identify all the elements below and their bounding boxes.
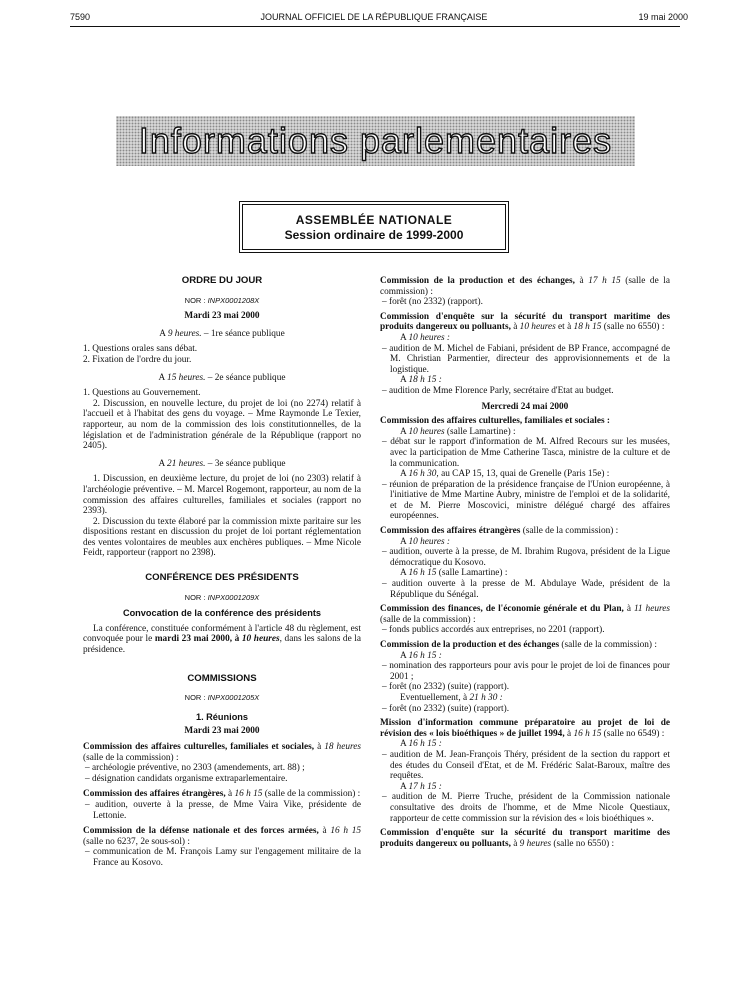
culture-slot-1: A 10 heures (salle Lamartine) : <box>400 426 516 437</box>
page-number: 7590 <box>70 12 91 22</box>
commission-defense-item-1: – communication de M. François Lamy sur l'engagement militaire de la France au Kosovo. <box>85 847 361 868</box>
enquete-item-1: – audition de M. Michel de Fabiani, président de BP France, accompagné de M. Christian Parmentier, directeur des approvisionnements et de la logistique. <box>382 343 670 375</box>
enquete-2-heading: Commission d'enquête sur la sécurité du transport maritime des produits dangereux ou polluants, à 9 heures (salle no 6550) : <box>380 828 670 849</box>
enquete-heading: Commission d'enquête sur la sécurité du transport maritime des produits dangereux ou polluants, à 10 heures et à 18 h 15 (salle no 6550) : <box>380 311 670 333</box>
date-mercredi: Mercredi 24 mai 2000 <box>481 401 569 412</box>
left-column <box>83 276 361 869</box>
seance-3-item-1: 1. Discussion, en deuxième lecture, du projet de loi (no 2303) relatif à l'archéologie préventive. – M. Marcel Rogemont, rapporteur, au nom de la commission des affaires culturelles, familiales et sociales (rapport no 2393). <box>83 474 361 517</box>
production-2-slot-1: A 16 h 15 : <box>400 650 442 661</box>
header-rule <box>70 26 680 27</box>
etrangeres-slot-2: A 16 h 15 (salle Lamartine) : <box>400 568 508 579</box>
commission-culture-item-2: – désignation candidats organisme extraparlementaire. <box>85 773 288 784</box>
culture-slot-2: A 16 h 30, au CAP 15, 13, quai de Grenelle (Paris 15e) : <box>400 469 610 480</box>
journal-title: JOURNAL OFFICIEL DE LA RÉPUBLIQUE FRANÇAISE <box>260 12 488 22</box>
bioethique-heading: Mission d'information commune préparatoire au projet de loi de révision des « lois bioéthiques » de juillet 1994, à 16 h 15 (salle no 6549) : <box>380 718 670 739</box>
reunions-date: Mardi 23 mai 2000 <box>184 726 260 737</box>
etrangeres-slot-1: A 10 heures : <box>400 536 451 547</box>
commission-culture-item-1: – archéologie préventive, no 2303 (amendements, art. 88) ; <box>85 763 305 774</box>
finances-item-1: – fonds publics accordés aux entreprises, no 2201 (rapport). <box>382 625 605 636</box>
commission-culture-heading: Commission des affaires culturelles, familiales et sociales, à 18 heures (salle de la commission) : <box>83 742 361 763</box>
seance-1-item-2: 2. Fixation de l'ordre du jour. <box>83 354 192 365</box>
bioethique-slot-2: A 17 h 15 : <box>400 781 442 792</box>
etrangeres-heading: Commission des affaires étrangères (salle de la commission) : <box>380 526 619 537</box>
commission-etrangeres-item-1: – audition, ouverte à la presse, de Mme Vaira Vike, présidente de Lettonie. <box>85 799 361 821</box>
production-heading: Commission de la production et des échanges, à 17 h 15 (salle de la commission) : <box>380 276 671 297</box>
conference-nor: NOR : INPX0001209X <box>184 592 260 602</box>
bioethique-item-2: – audition de M. Pierre Truche, président de la Commission nationale consultative des droits de l'homme, et de Mme Nicole Questiaux, rapporteur de cette commission sur la révision des « lois bioéthiques ». <box>382 792 670 824</box>
seance-3-heading: A 21 heures. – 3e séance publique <box>158 458 286 469</box>
enquete-slot-1: A 10 heures : <box>400 332 451 343</box>
convocation-text: La conférence, constituée conformément à l'article 48 du règlement, est convoquée pour le mardi 23 mai 2000, à 10 heures, dans les salons de la présidence. <box>83 623 362 656</box>
finances-heading: Commission des finances, de l'économie générale et du Plan, à 11 heures (salle de la commission) : <box>380 604 670 625</box>
commission-etrangeres-heading: Commission des affaires étrangères, à 16 h 15 (salle de la commission) : <box>83 789 361 800</box>
reunions-title: 1. Réunions <box>195 711 249 722</box>
seance-3-item-2: 2. Discussion du texte élaboré par la commission mixte paritaire sur les dispositions restant en discussion du projet de loi portant réglementation des ventes volontaires de meubles aux enchères publiques. – Mme Nicole Feidt, rapporteur (rapport no 2398). <box>83 516 361 559</box>
bioethique-item-1: – audition de M. Jean-François Théry, président de la section du rapport et des études du Conseil d'Etat, et de M. Frédéric Salat-Baroux, maître des requêtes. <box>382 749 670 782</box>
right-column <box>380 276 670 849</box>
running-header <box>0 12 748 26</box>
seance-2-heading: A 15 heures. – 2e séance publique <box>158 372 286 383</box>
bioethique-slot-1: A 16 h 15 : <box>400 739 442 750</box>
etrangeres-item-2: – audition ouverte à la presse de M. Abdulaye Wade, président de la République du Sénégal. <box>382 579 670 600</box>
assembly-name: ASSEMBLÉE NATIONALE <box>295 213 453 227</box>
commission-defense-heading: Commission de la défense nationale et des forces armées, à 16 h 15 (salle no 6237, 2e sous-sol) : <box>83 826 361 847</box>
banner-title: Informations parlementaires <box>138 120 613 161</box>
seance-1-heading: A 9 heures. – 1re séance publique <box>159 328 285 339</box>
ordre-date: Mardi 23 mai 2000 <box>184 311 260 322</box>
production-item-1: – forêt (no 2332) (rapport). <box>382 297 483 308</box>
convocation-title: Convocation de la conférence des présidents <box>122 608 322 619</box>
conference-title: CONFÉRENCE DES PRÉSIDENTS <box>145 572 299 584</box>
ordre-nor: NOR : INPX0001208X <box>184 295 260 305</box>
seance-2-item-2: 2. Discussion, en nouvelle lecture, du projet de loi (no 2274) relatif à l'accueil et à l'habitat des gens du voyage. – Mme Raymonde Le Texier, rapporteur, au nom de la commission des lois constitutionnelles, de la législation et de l'administration générale de la République (rapport no 2405). <box>83 398 361 452</box>
issue-date: 19 mai 2000 <box>638 12 688 22</box>
culture-item-1: – débat sur le rapport d'information de M. Alfred Recours sur les musées, avec la participation de Mme Catherine Tasca, ministre de la culture et de la communication. <box>382 437 670 469</box>
commissions-title: COMMISSIONS <box>187 672 257 684</box>
production-2-heading: Commission de la production et des échanges (salle de la commission) : <box>380 640 657 650</box>
seance-1-item-1: 1. Questions orales sans débat. <box>83 344 198 355</box>
commissions-nor: NOR : INPX0001205X <box>184 693 260 703</box>
ordre-title: ORDRE DU JOUR <box>181 275 263 286</box>
enquete-item-2: – audition de Mme Florence Parly, secrétaire d'Etat au budget. <box>382 385 614 396</box>
culture-item-2: – réunion de préparation de la présidence française de l'Union européenne, à l'initiative de Mme Martine Aubry, ministre de l'emploi et de la solidarité, et de M. Pierre Moscovici, ministre délégué chargé des affaires européennes. <box>382 479 670 522</box>
assembly-box <box>242 204 506 250</box>
session-title: Session ordinaire de 1999-2000 <box>284 228 464 242</box>
production-2-slot-2: Eventuellement, à 21 h 30 : <box>400 692 503 703</box>
etrangeres-item-1: – audition, ouverte à la presse, de M. Ibrahim Rugova, président de la Ligue démocratique du Kosovo. <box>382 547 670 568</box>
culture-heading: Commission des affaires culturelles, familiales et sociales : <box>380 416 610 427</box>
production-2-item-2: – forêt (no 2332) (suite) (rapport). <box>382 682 510 693</box>
enquete-slot-2: A 18 h 15 : <box>400 375 442 386</box>
production-2-item-1: – nomination des rapporteurs pour avis pour le projet de loi de finances pour 2001 ; <box>382 661 670 682</box>
seance-2-item-1: 1. Questions au Gouvernement. <box>83 388 201 399</box>
production-2-item-3: – forêt (no 2332) (suite) (rapport). <box>382 703 510 714</box>
